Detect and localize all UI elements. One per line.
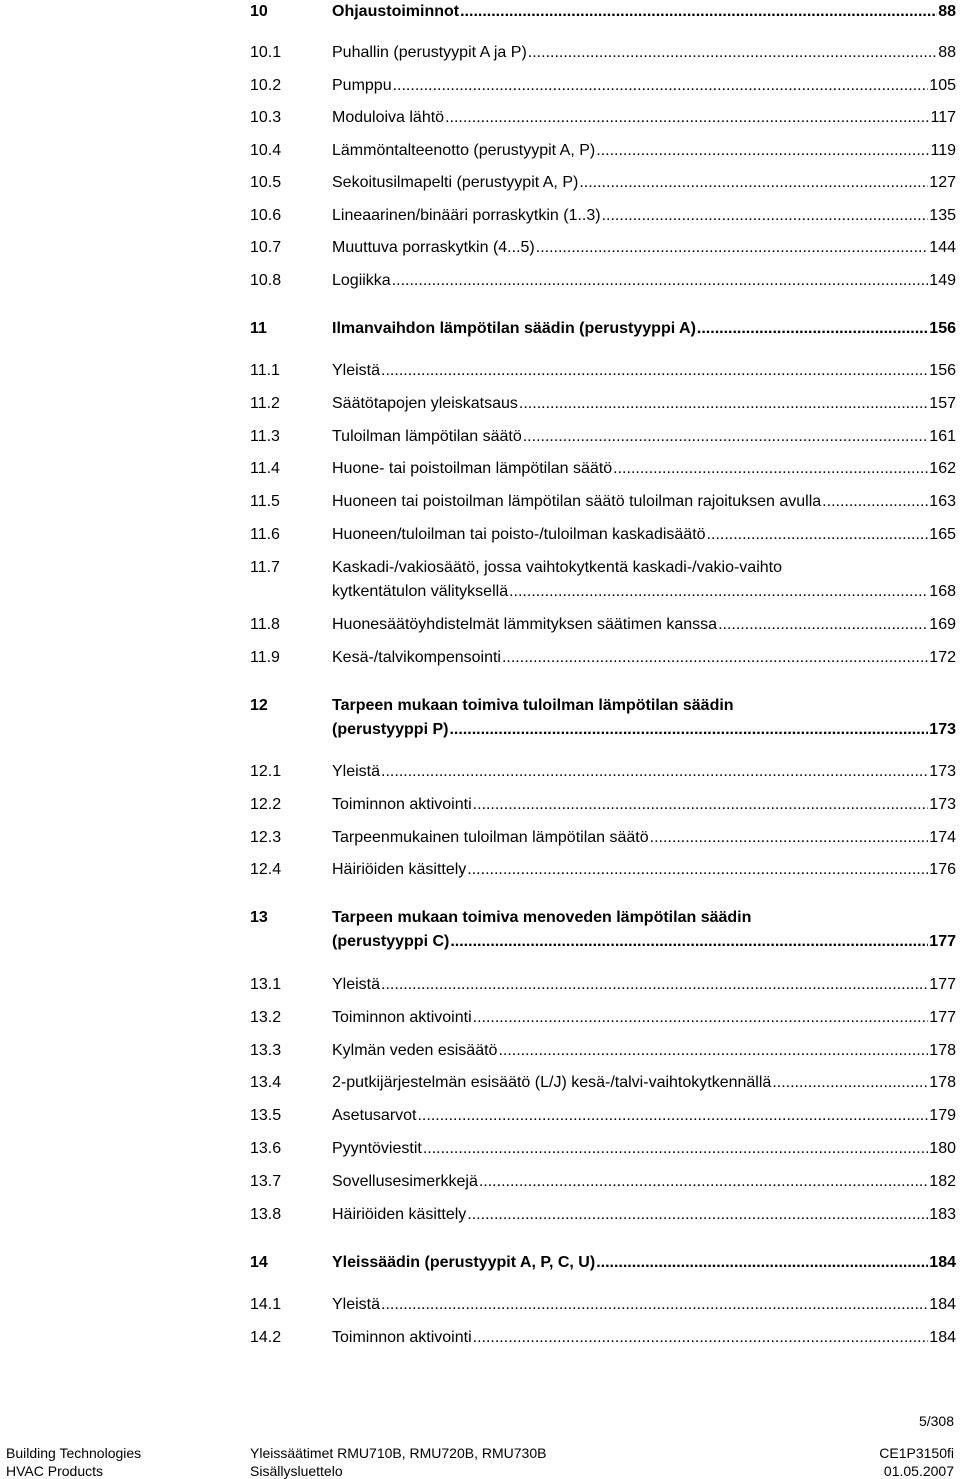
toc-number: 11.4 — [250, 460, 280, 477]
toc-leader — [519, 392, 928, 416]
toc-leader — [509, 580, 928, 604]
toc-page: 135 — [929, 207, 956, 224]
toc-number: 13.4 — [250, 1074, 282, 1091]
toc-leader — [707, 523, 929, 547]
toc-page: 88 — [938, 3, 956, 20]
toc-page: 173 — [929, 721, 956, 738]
toc-page: 117 — [930, 109, 956, 126]
toc-page: 176 — [929, 861, 956, 878]
toc-number: 10.4 — [250, 142, 282, 159]
toc-title: Toiminnon aktivointi — [332, 1329, 472, 1346]
toc-page: 177 — [929, 933, 956, 950]
toc-number: 11.1 — [250, 362, 280, 379]
toc-title: Asetusarvot — [332, 1107, 417, 1124]
toc-page: 163 — [929, 493, 956, 510]
toc-number: 13.8 — [250, 1206, 282, 1223]
toc-page: 88 — [938, 44, 956, 61]
toc-title: Logiikka — [332, 272, 391, 289]
toc-title-line-2: (perustyyppi P) — [332, 721, 449, 738]
toc-title: Huoneen/tuloilman tai poisto-/tuloilman kaskadisäätö — [332, 526, 706, 543]
toc-page: 174 — [929, 829, 956, 846]
toc-leader — [718, 613, 928, 637]
toc-leader — [460, 0, 937, 24]
toc-title: Säätötapojen yleiskatsaus — [332, 395, 518, 412]
toc-number: 13.5 — [250, 1107, 282, 1124]
toc-leader — [536, 236, 929, 260]
toc-page: 156 — [929, 362, 956, 379]
toc-page: 180 — [929, 1140, 956, 1157]
toc-leader — [393, 74, 929, 98]
toc-number: 12.1 — [250, 763, 282, 780]
toc-page: 105 — [929, 77, 956, 94]
toc-page: 182 — [929, 1173, 956, 1190]
toc-leader — [381, 760, 928, 784]
toc-title: Kylmän veden esisäätö — [332, 1042, 498, 1059]
toc-title: Yleistä — [332, 362, 381, 379]
footer-doc-id: CE1P3150fi — [879, 1445, 954, 1461]
toc-leader — [602, 204, 929, 228]
toc-number: 11 — [250, 320, 267, 337]
toc-title: Kesä-/talvikompensointi — [332, 649, 501, 666]
toc-leader — [423, 1137, 928, 1161]
toc-number: 13.7 — [250, 1173, 282, 1190]
toc-title-line-1: Tarpeen mukaan toimiva menoveden lämpötilan säädin — [332, 909, 752, 926]
toc-page: 178 — [929, 1042, 956, 1059]
toc-page: 179 — [929, 1107, 956, 1124]
toc-number: 14 — [250, 1254, 268, 1271]
toc-page: 177 — [929, 976, 956, 993]
toc-title: Yleistä — [332, 1296, 381, 1313]
toc-leader — [596, 1251, 928, 1275]
toc-leader — [473, 793, 929, 817]
toc-page: 161 — [929, 428, 956, 445]
toc-leader — [523, 425, 929, 449]
toc-number: 11.2 — [250, 395, 280, 412]
toc-leader — [822, 490, 928, 514]
toc-title-line-1: Kaskadi-/vakiosäätö, jossa vaihtokytkentä kaskadi-/vakio-vaihto — [332, 559, 782, 576]
toc-title: Pyyntöviestit — [332, 1140, 422, 1157]
toc-title: Toiminnon aktivointi — [332, 1009, 472, 1026]
toc-leader — [381, 973, 928, 997]
toc-leader — [467, 858, 928, 882]
toc-leader — [450, 930, 928, 954]
toc-number: 11.6 — [250, 526, 280, 543]
toc-number: 12.3 — [250, 829, 282, 846]
toc-leader — [772, 1071, 928, 1095]
toc-title: Pumppu — [332, 77, 392, 94]
toc-leader — [473, 1326, 929, 1350]
footer-company-line-2: HVAC Products — [6, 1463, 103, 1479]
toc-number: 13.1 — [250, 976, 282, 993]
toc-page: 169 — [929, 616, 956, 633]
toc-number: 13.6 — [250, 1140, 282, 1157]
toc-number: 13.2 — [250, 1009, 282, 1026]
toc-page: 172 — [929, 649, 956, 666]
toc-leader — [479, 1170, 928, 1194]
toc-number: 10 — [250, 3, 268, 20]
toc-title: Ilmanvaihdon lämpötilan säädin (perustyyppi A) — [332, 320, 696, 337]
toc-title: Yleistä — [332, 763, 381, 780]
toc-title: Sekoitusilmapelti (perustyypit A, P) — [332, 174, 579, 191]
toc-title-line-2: kytkentätulon välityksellä — [332, 583, 509, 600]
toc-leader — [467, 1203, 928, 1227]
toc-page: 173 — [929, 763, 956, 780]
toc-title: Lämmöntalteenotto (perustyypit A, P) — [332, 142, 596, 159]
toc-title: Toiminnon aktivointi — [332, 796, 472, 813]
toc-title: Sovellusesimerkkejä — [332, 1173, 478, 1190]
toc-page: 184 — [929, 1296, 956, 1313]
toc-title: Puhallin (perustyypit A ja P) — [332, 44, 527, 61]
toc-page: 119 — [930, 142, 956, 159]
toc-leader — [445, 106, 929, 130]
toc-leader — [579, 171, 928, 195]
toc-title: Tarpeenmukainen tuloilman lämpötilan säätö — [332, 829, 649, 846]
footer-company-line-1: Building Technologies — [6, 1445, 142, 1461]
toc-title: Moduloiva lähtö — [332, 109, 445, 126]
page-number: 5/308 — [918, 1413, 954, 1429]
footer-product-title: Yleissäätimet RMU710B, RMU720B, RMU730B — [250, 1445, 547, 1461]
toc-title: Muuttuva porraskytkin (4...5) — [332, 239, 535, 256]
toc-page: 144 — [929, 239, 956, 256]
toc-number: 10.1 — [250, 44, 282, 61]
toc-page: 165 — [929, 526, 956, 543]
toc-leader — [498, 1039, 928, 1063]
toc-title-line-2: (perustyyppi C) — [332, 933, 450, 950]
toc-page: 156 — [929, 320, 956, 337]
toc-number: 13 — [250, 909, 268, 926]
toc-title: Huonesäätöyhdistelmät lämmityksen säätimen kanssa — [332, 616, 718, 633]
toc-page: 184 — [929, 1254, 956, 1271]
toc-title: Lineaarinen/binääri porraskytkin (1..3) — [332, 207, 601, 224]
toc-number: 11.3 — [250, 428, 280, 445]
toc-page: 149 — [929, 272, 956, 289]
toc-leader — [381, 359, 928, 383]
toc-leader — [381, 1293, 928, 1317]
toc-page: 157 — [929, 395, 956, 412]
toc-number: 11.9 — [250, 649, 280, 666]
toc-title: Häiriöiden käsittely — [332, 1206, 467, 1223]
toc-leader — [650, 826, 929, 850]
toc-number: 12 — [250, 697, 268, 714]
toc-number: 10.8 — [250, 272, 282, 289]
toc-number: 14.2 — [250, 1329, 282, 1346]
toc-leader — [417, 1104, 928, 1128]
toc-number: 11.7 — [250, 559, 280, 576]
toc-page: 183 — [929, 1206, 956, 1223]
toc-number: 11.5 — [250, 493, 280, 510]
footer-section-title: Sisällysluettelo — [250, 1463, 343, 1479]
footer-date: 01.05.2007 — [883, 1463, 954, 1479]
toc-page: 173 — [929, 796, 956, 813]
toc-leader — [596, 139, 929, 163]
toc-number: 10.7 — [250, 239, 282, 256]
toc-number: 10.6 — [250, 207, 282, 224]
toc-number: 10.3 — [250, 109, 282, 126]
toc-title: 2-putkijärjestelmän esisäätö (L/J) kesä-/talvi-vaihtokytkennällä — [332, 1074, 772, 1091]
toc-title-line-1: Tarpeen mukaan toimiva tuloilman lämpötilan säädin — [332, 697, 734, 714]
toc-leader — [473, 1006, 929, 1030]
toc-number: 11.8 — [250, 616, 280, 633]
toc-leader — [613, 457, 928, 481]
toc-title: Yleistä — [332, 976, 381, 993]
toc-number: 12.2 — [250, 796, 282, 813]
toc-title: Tuloilman lämpötilan säätö — [332, 428, 522, 445]
toc-page: 127 — [929, 174, 956, 191]
toc-leader — [697, 317, 928, 341]
toc-title: Huone- tai poistoilman lämpötilan säätö — [332, 460, 613, 477]
toc-number: 12.4 — [250, 861, 282, 878]
toc-title: Huoneen tai poistoilman lämpötilan säätö tuloilman rajoituksen avulla — [332, 493, 822, 510]
toc-leader — [392, 269, 929, 293]
toc-number: 14.1 — [250, 1296, 282, 1313]
toc-title: Ohjaustoiminnot — [332, 3, 460, 20]
toc-page: 178 — [929, 1074, 956, 1091]
toc-number: 10.5 — [250, 174, 282, 191]
toc-leader — [449, 718, 928, 742]
toc-leader — [528, 41, 937, 65]
toc-number: 10.2 — [250, 77, 282, 94]
toc-page: 177 — [929, 1009, 956, 1026]
toc-title: Häiriöiden käsittely — [332, 861, 467, 878]
toc-page: 184 — [929, 1329, 956, 1346]
toc-leader — [502, 646, 928, 670]
toc-title: Yleissäädin (perustyypit A, P, C, U) — [332, 1254, 596, 1271]
toc-page: 168 — [929, 583, 956, 600]
toc-number: 13.3 — [250, 1042, 282, 1059]
toc-page: 162 — [929, 460, 956, 477]
